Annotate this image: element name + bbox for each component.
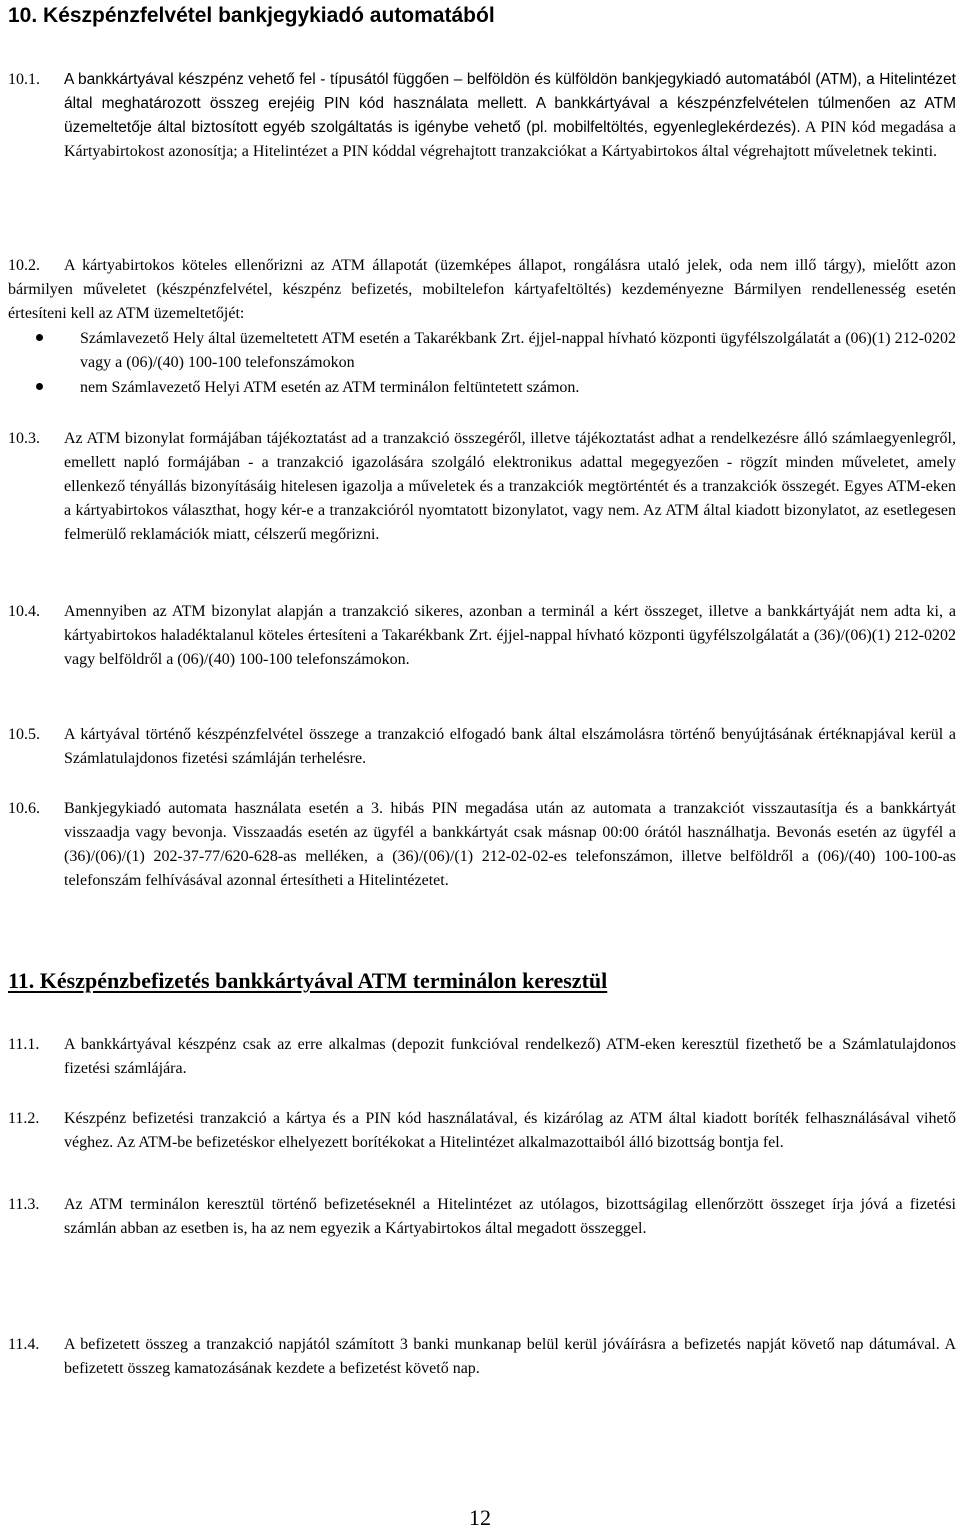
item-10-6-text: Bankjegykiadó automata használata esetén a 3. hibás PIN megadása után az automata a tranzakciót visszautasítja és a bankkártyát visszaadja vagy bevonja. Visszaadás esetén az ügyfél a bankkártyát csak másnap 00:00 órától használhatja. Bevonás esetén az ügyfél a (36)/(06)/(1) 202-37-77/620-628-as melléken, a (36)/(06)/(1) 212-02-02-es telefonszámon, illetve belföldről a (06)/(40) 100-100-as telefonszám felhívásával azonnal értesítheti a Hitelintézetet. (64, 800, 956, 889)
item-10-3-number: 10.3. (8, 430, 40, 447)
section-10-title: 10. Készpénzfelvétel bankjegykiadó automatából (8, 4, 495, 27)
item-10-1-text-a: A bankkártyával készpénz vehető fel - típusától függően – belföldön és külföldön bankjegykiadó automatából (ATM), a Hitelintézet által meghatározott összeg erejéig PIN kód használata mellett. A bankkártyával a készpénzfelvételen túlmenően az ATM üzemeltetője által biztosított egyéb szolgáltatás is igénybe vehető (pl. mobilfeltöltés, egyenleglekérdezés). (64, 71, 956, 136)
item-10-6-number: 10.6. (8, 800, 40, 817)
item-11-1-number: 11.1. (8, 1036, 40, 1053)
item-11-4-text: A befizetett összeg a tranzakció napjától számított 3 banki munkanap belül kerül jóváírásra a befizetés napját követő nap dátumával. A befizetett összeg kamatozásának kezdete a befizetést követő nap. (64, 1336, 956, 1377)
page-number: 12 (469, 1505, 491, 1530)
item-10-1-text (64, 68, 956, 164)
item-10-2-bullet-1: Számlavezető Hely által üzemeltetett ATM esetén a Takarékbank Zrt. éjjel-nappal hívható központi ügyfélszolgálatát a (06)(1) 212-0202 vagy a (06)/(40) 100-100 telefonszámokon (80, 330, 956, 371)
item-10-2-text: A kártyabirtokos köteles ellenőrizni az ATM állapotát (üzemképes állapot, rongálásra utaló jelek, oda nem illő tárgy), mielőtt azon bármilyen műveletet (készpénzfelvétel, készpénz befizetés, mobiltelefon kártyafeltöltés) kezdeményezne Bármilyen rendellenesség esetén értesíteni kell az ATM üzemeltetőjét: (8, 257, 956, 322)
section-11-title: 11. Készpénzbefizetés bankkártyával ATM terminálon keresztül (8, 968, 608, 993)
bullet-dot-icon (36, 383, 43, 390)
item-10-3-text: Az ATM bizonylat formájában tájékoztatást ad a tranzakció összegéről, illetve tájékoztatást adhat a rendelkezésre álló számlaegyenlegről, emellett napló formájában - a tranzakció igazolására szolgáló elektronikus adattal megegyezően - rögzít minden műveletet, amely ellenkező tényállás bizonyításáig hitelesen igazolja a műveletek és a tranzakciók megtörténtét és a tranzakciók összegét. Egyes ATM-eken a kártyabirtokos választhat, hogy kér-e a tranzakcióról nyomtatott bizonylatot, vagy nem. Az ATM által kiadott bizonylatot, az esetlegesen felmerülő reklamációk miatt, célszerű megőrizni. (64, 430, 956, 543)
item-10-1-text-b: A PIN kód megadása a Kártyabirtokost azonosítja; a Hitelintézet a PIN kóddal végrehajtott tranzakciókat a Kártyabirtokos által végrehajtott műveletnek tekinti. (64, 119, 957, 160)
item-10-2-bullet-2: nem Számlavezető Helyi ATM esetén az ATM terminálon feltüntetett számon. (80, 379, 580, 396)
item-11-1-text: A bankkártyával készpénz csak az erre alkalmas (depozit funkcióval rendelkező) ATM-eken keresztül fizethető be a Számlatulajdonos fizetési számlájára. (64, 1036, 956, 1077)
item-10-4-text: Amennyiben az ATM bizonylat alapján a tranzakció sikeres, azonban a terminál a kért összeget, illetve a bankkártyáját nem adta ki, a kártyabirtokos haladéktalanul köteles értesíteni a Takarékbank Zrt. éjjel-nappal hívható központi ügyfélszolgálatát a (36)/(06)(1) 212-0202 vagy belföldről a (06)/(40) 100-100 telefonszámokon. (64, 603, 956, 668)
item-11-3-number: 11.3. (8, 1196, 40, 1213)
item-11-2-number: 11.2. (8, 1110, 40, 1127)
item-10-1-number: 10.1. (8, 71, 40, 88)
item-10-5-number: 10.5. (8, 726, 40, 743)
item-11-2-text: Készpénz befizetési tranzakció a kártya és a PIN kód használatával, és kizárólag az ATM által kiadott boríték felhasználásával vihető véghez. Az ATM-be befizetéskor elhelyezett borítékokat a Hitelintézet alkalmazottaiból álló bizottság bontja fel. (64, 1110, 956, 1151)
bullet-dot-icon (36, 334, 43, 341)
item-10-5-text: A kártyával történő készpénzfelvétel összege a tranzakció elfogadó bank által elszámolásra történő benyújtásának értéknapjával kerül a Számlatulajdonos fizetési számláján terhelésre. (64, 726, 956, 767)
item-10-4-number: 10.4. (8, 603, 40, 620)
item-11-3-text: Az ATM terminálon keresztül történő befizetéseknél a Hitelintézet az utólagos, bizottságilag ellenőrzött összeget írja jóvá a fizetési számlán abban az esetben is, ha az nem egyezik a Kártyabirtokos által megadott összeggel. (64, 1196, 956, 1237)
item-10-2-number: 10.2. (8, 257, 40, 274)
item-11-4-number: 11.4. (8, 1336, 40, 1353)
